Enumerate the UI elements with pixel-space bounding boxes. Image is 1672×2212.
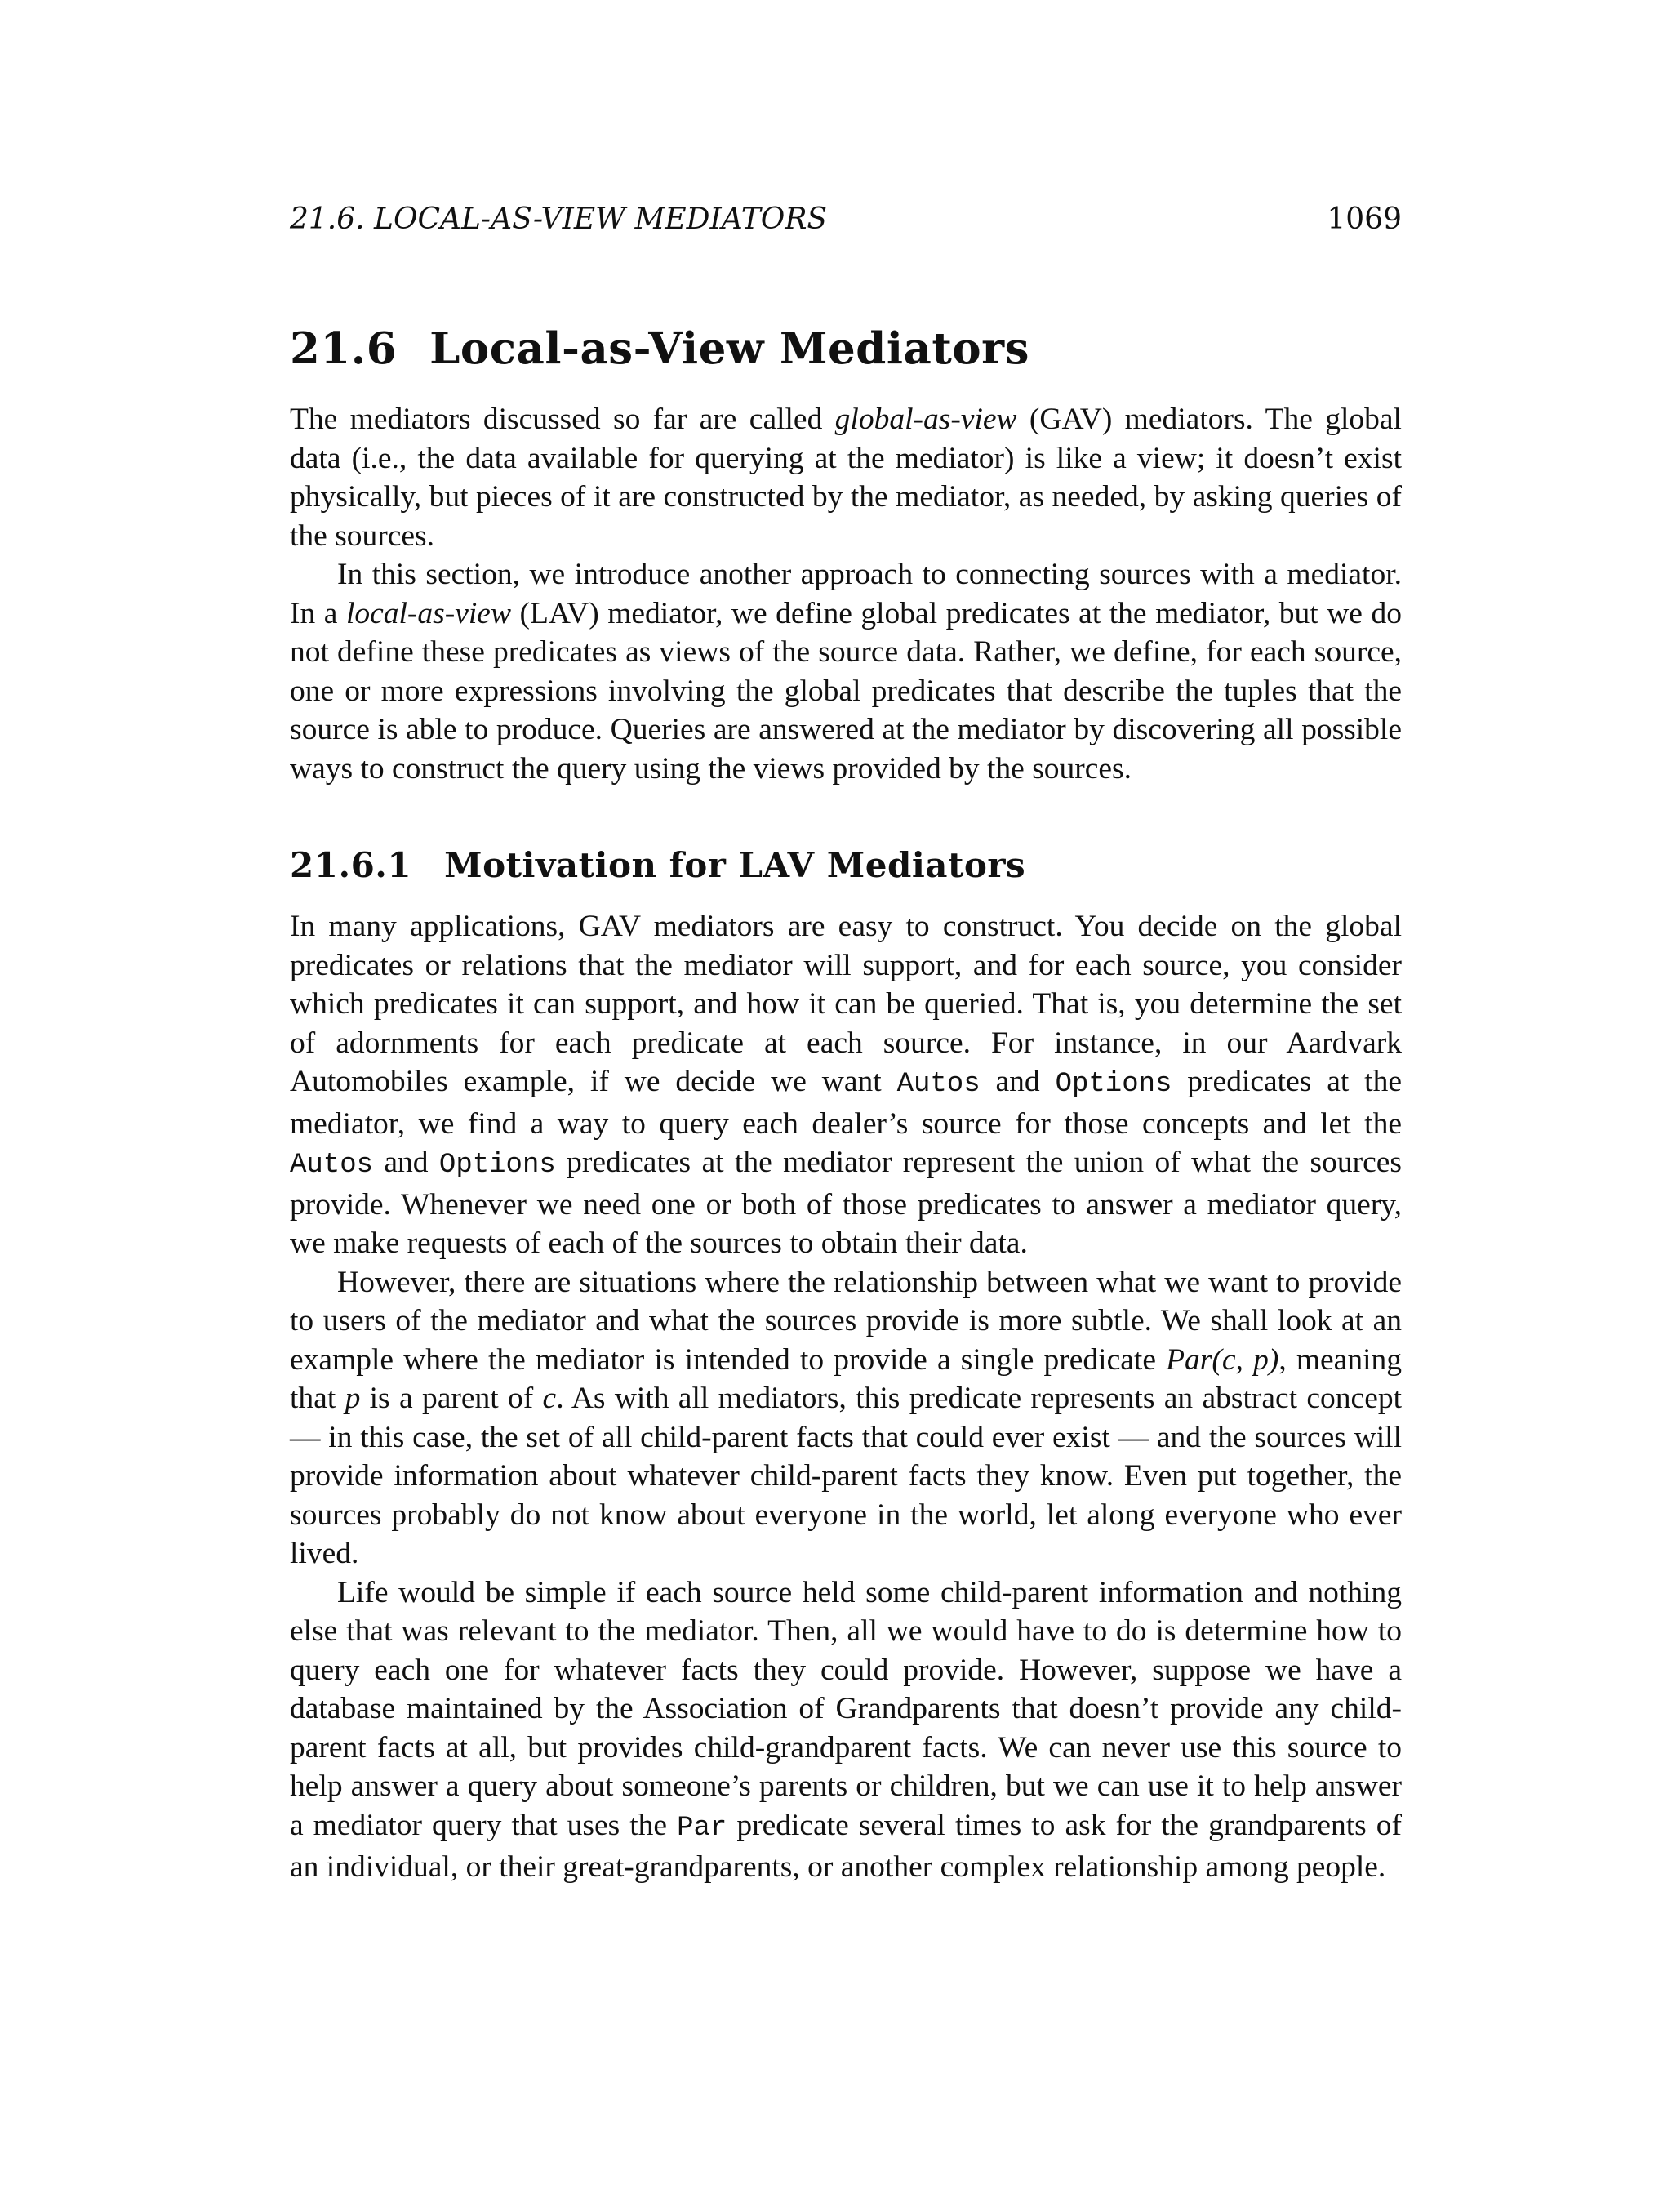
book-page [290,203,1402,1887]
text-run: , meaning that [290,1342,1402,1416]
text-run: predicates at the mediator, we find a way to query each dealer’s source for those concepts and let the [290,1065,1402,1141]
text-run: However, there are situations where the relationship between what we want to provide to users of the mediator and what the sources provide is more subtle. We shall look at an example where the mediator is intended to provide a single predicate [290,1265,1402,1377]
text-run: and [980,1065,1056,1099]
code-term: Autos [896,1069,981,1101]
code-term: Autos [290,1150,374,1182]
running-head-title: 21.6. LOCAL-AS-VIEW MEDIATORS [290,203,828,236]
running-head [290,203,1402,251]
text-run: . As with all mediators, this predicate represents an abstract concept — in this case, the set of all child-parent facts that could ever exist — and the sources will provide information about whatever child-parent facts they know. Even put together, the sources probably do not know about everyone in the world, let along everyone who ever lived. [290,1382,1403,1571]
text-run: predicate several times to ask for the grandparents of an individual, or their great-grandparents, or another complex relationship among people. [290,1808,1403,1885]
code-term: Par [677,1812,727,1844]
text-run: In many applications, GAV mediators are easy to construct. You decide on the global predicates or relations that the mediator will support, and for each source, you consider which predicates it can support, and how it can be queried. That is, you determine the set of adornments for each predicate at each source. For instance, in our Aardvark Automobiles example, if we decide we want [290,910,1402,1099]
text-run: and [373,1146,439,1180]
text-run: Life would be simple if each source held some child-parent information and nothing else that was relevant to the mediator. Then, all we would have to do is determine how to query each one for whatever facts they could provide. However, suppose we have a database maintained by the Association of Grandparents that doesn’t provide any child-parent facts at all, but provides child-grandparent facts. We can never use this source to help answer a query about someone’s parents or children, but we can use it to help answer a mediator query that uses the [290,1575,1402,1842]
math-variable: p [345,1382,361,1416]
subsection-title: Motivation for LAV Mediators [444,845,1026,886]
section-title: Local-as-View Mediators [429,323,1029,374]
subsection-paragraph-2 [290,1263,1402,1573]
text-run: predicates at the mediator represent the union of what the sources provide. Whenever we need one or both of those predicates to answer a mediator query, we make requests of each of the sources to obtain their data. [290,1146,1402,1261]
page-number: 1069 [1327,203,1402,236]
subsection-number: 21.6.1 [290,845,412,886]
subsection-paragraph-1 [290,907,1402,1263]
code-term: Options [438,1150,556,1182]
text-run: (GAV) mediators. The global data (i.e., the data available for querying at the mediator) is like a view; it doesn’t exist physically, but pieces of it are constructed by the mediator, as needed, by asking queries of the sources. [290,403,1402,553]
text-run: (LAV) mediator, we define global predicates at the mediator, but we do not define these predicates as views of the source data. Rather, we define, for each source, one or more expressions involving the global predicates that describe the tuples that the source is able to produce. Queries are answered at the mediator by discovering all possible ways to construct the query using the views provided by the sources. [290,596,1402,786]
section-heading [290,325,1402,372]
math-expression: Par(c, p) [1166,1342,1279,1377]
emphasis-term: global-as-view [834,403,1017,437]
text-run: In this section, we introduce another approach to connecting sources with a mediator. In a [290,558,1402,630]
text-run: is a parent of [360,1382,543,1416]
section-paragraph-1 [290,400,1402,555]
subsection-paragraph-3 [290,1573,1402,1887]
section-number: 21.6 [290,323,398,374]
math-variable: c [542,1382,557,1416]
subsection-heading [290,847,1402,884]
text-run: The mediators discussed so far are called [290,403,835,437]
emphasis-term: local-as-view [345,596,511,630]
section-paragraph-2 [290,555,1402,788]
code-term: Options [1055,1069,1172,1101]
